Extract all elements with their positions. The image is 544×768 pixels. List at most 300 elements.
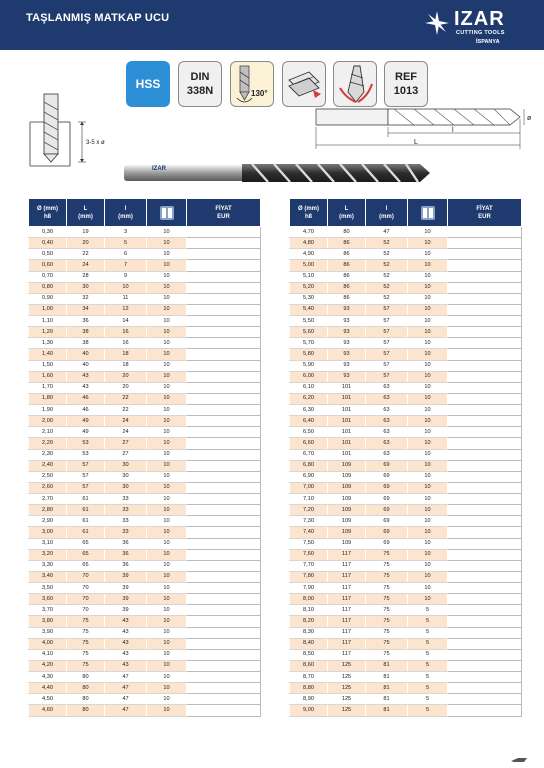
cell-total-length: 65 (67, 560, 105, 571)
cell-price (187, 382, 261, 393)
cell-flute-length: 75 (366, 638, 408, 649)
cell-total-length: 49 (67, 427, 105, 438)
cell-price (187, 683, 261, 694)
table-row (290, 471, 522, 482)
cell-flute-length: 69 (366, 538, 408, 549)
hss-label: HSS (135, 77, 161, 91)
cell-total-length: 46 (67, 393, 105, 404)
din-line1: DIN (190, 71, 210, 83)
cell-diameter: 7,10 (290, 494, 328, 505)
cell-diameter: 7,50 (290, 538, 328, 549)
cell-flute-length: 63 (366, 382, 408, 393)
cell-price (187, 282, 261, 293)
table-row (29, 438, 261, 449)
cell-pack-quantity: 10 (408, 449, 448, 460)
cell-flute-length: 39 (105, 594, 147, 605)
cell-total-length: 20 (67, 238, 105, 249)
cell-total-length: 86 (328, 271, 366, 282)
cell-total-length: 117 (328, 583, 366, 594)
cell-diameter: 8,40 (290, 638, 328, 649)
cell-flute-length: 43 (105, 616, 147, 627)
table-row (29, 672, 261, 683)
cell-price (448, 549, 522, 560)
cell-pack-quantity: 10 (147, 293, 187, 304)
cell-flute-length: 52 (366, 271, 408, 282)
cell-price (187, 416, 261, 427)
cell-price (448, 494, 522, 505)
cell-total-length: 117 (328, 649, 366, 660)
cell-flute-length: 75 (366, 560, 408, 571)
cell-total-length: 86 (328, 293, 366, 304)
cell-pack-quantity: 10 (408, 260, 448, 271)
cell-price (448, 427, 522, 438)
cell-diameter: 4,80 (290, 238, 328, 249)
cell-flute-length: 3 (105, 227, 147, 238)
drill-flute-icon (334, 62, 378, 108)
cell-diameter: 8,50 (290, 649, 328, 660)
cell-flute-length: 12 (105, 304, 147, 315)
cell-total-length: 80 (67, 694, 105, 705)
cell-total-length: 117 (328, 616, 366, 627)
cell-total-length: 117 (328, 605, 366, 616)
cell-total-length: 57 (67, 471, 105, 482)
table-row (290, 505, 522, 516)
header-flute-length: l (mm) (105, 199, 147, 227)
table-row (290, 293, 522, 304)
cell-diameter: 3,30 (29, 560, 67, 571)
cell-diameter: 1,30 (29, 338, 67, 349)
table-row (290, 405, 522, 416)
cell-pack-quantity: 10 (147, 316, 187, 327)
cell-diameter: 0,60 (29, 260, 67, 271)
cell-total-length: 53 (67, 449, 105, 460)
cell-pack-quantity: 10 (408, 505, 448, 516)
cell-total-length: 38 (67, 327, 105, 338)
cell-total-length: 101 (328, 438, 366, 449)
cell-price (187, 560, 261, 571)
cell-pack-quantity: 10 (408, 393, 448, 404)
table-row (29, 605, 261, 616)
cell-pack-quantity: 10 (147, 660, 187, 671)
cell-pack-quantity: 10 (408, 293, 448, 304)
cell-total-length: 75 (67, 649, 105, 660)
cell-total-length: 80 (67, 683, 105, 694)
page-title: TAŞLANMIŞ MATKAP UCU (26, 12, 170, 24)
cell-flute-length: 63 (366, 393, 408, 404)
cell-price (187, 482, 261, 493)
cell-pack-quantity: 10 (147, 249, 187, 260)
cell-total-length: 75 (67, 660, 105, 671)
drill-point-icon (231, 62, 275, 108)
cell-flute-length: 16 (105, 338, 147, 349)
cell-flute-length: 69 (366, 516, 408, 527)
cell-total-length: 117 (328, 560, 366, 571)
cell-pack-quantity: 10 (147, 260, 187, 271)
cell-diameter: 4,20 (29, 660, 67, 671)
cell-price (187, 649, 261, 660)
cell-pack-quantity: 10 (147, 672, 187, 683)
cell-price (187, 471, 261, 482)
cell-price (187, 660, 261, 671)
cell-pack-quantity: 10 (408, 227, 448, 238)
cell-price (448, 271, 522, 282)
cell-flute-length: 75 (366, 583, 408, 594)
cell-price (448, 482, 522, 493)
cell-flute-length: 47 (105, 694, 147, 705)
cell-price (448, 227, 522, 238)
cell-diameter: 6,90 (290, 471, 328, 482)
cell-flute-length: 33 (105, 505, 147, 516)
cell-price (187, 316, 261, 327)
table-row (29, 382, 261, 393)
cell-flute-length: 5 (105, 238, 147, 249)
cell-pack-quantity: 10 (147, 538, 187, 549)
cell-total-length: 86 (328, 260, 366, 271)
cell-total-length: 86 (328, 249, 366, 260)
cell-pack-quantity: 10 (408, 494, 448, 505)
cell-diameter: 8,10 (290, 605, 328, 616)
cell-price (448, 594, 522, 605)
cell-total-length: 80 (67, 672, 105, 683)
cell-diameter: 1,60 (29, 371, 67, 382)
cell-total-length: 22 (67, 249, 105, 260)
table-row (29, 638, 261, 649)
cell-flute-length: 52 (366, 282, 408, 293)
table-row (290, 538, 522, 549)
cell-price (448, 449, 522, 460)
cell-flute-length: 63 (366, 438, 408, 449)
cell-price (448, 416, 522, 427)
cell-flute-length: 36 (105, 538, 147, 549)
table-row (29, 460, 261, 471)
cell-diameter: 3,70 (29, 605, 67, 616)
cell-diameter: 6,20 (290, 393, 328, 404)
cell-total-length: 86 (328, 238, 366, 249)
cell-pack-quantity: 10 (408, 249, 448, 260)
cell-total-length: 61 (67, 505, 105, 516)
cell-diameter: 4,40 (29, 683, 67, 694)
diameter-label: ø (527, 115, 532, 122)
table-row (290, 371, 522, 382)
cell-flute-length: 39 (105, 605, 147, 616)
cell-flute-length: 69 (366, 505, 408, 516)
cell-pack-quantity: 10 (408, 471, 448, 482)
cell-price (448, 260, 522, 271)
table-row (29, 338, 261, 349)
cell-flute-length: 36 (105, 549, 147, 560)
flute-length-label: l (452, 127, 454, 134)
table-header-row (290, 199, 522, 227)
cell-price (448, 438, 522, 449)
cell-total-length: 117 (328, 627, 366, 638)
cell-total-length: 70 (67, 605, 105, 616)
cell-pack-quantity: 10 (147, 560, 187, 571)
table-row (290, 304, 522, 315)
table-row (290, 672, 522, 683)
cell-pack-quantity: 10 (147, 427, 187, 438)
cell-flute-length: 24 (105, 427, 147, 438)
cell-diameter: 3,90 (29, 627, 67, 638)
cell-price (187, 627, 261, 638)
cell-price (187, 516, 261, 527)
cell-total-length: 38 (67, 338, 105, 349)
table-row (290, 560, 522, 571)
cell-price (448, 460, 522, 471)
cell-pack-quantity: 10 (147, 705, 187, 716)
cell-diameter: 5,30 (290, 293, 328, 304)
cell-diameter: 3,80 (29, 616, 67, 627)
table-row (290, 427, 522, 438)
cell-price (187, 460, 261, 471)
cell-pack-quantity: 10 (147, 627, 187, 638)
table-row (29, 616, 261, 627)
cell-price (187, 505, 261, 516)
cell-pack-quantity: 10 (147, 349, 187, 360)
page-header (0, 0, 544, 50)
cell-total-length: 65 (67, 549, 105, 560)
cell-total-length: 93 (328, 371, 366, 382)
cell-flute-length: 52 (366, 293, 408, 304)
cell-total-length: 101 (328, 393, 366, 404)
cell-total-length: 19 (67, 227, 105, 238)
cell-pack-quantity: 10 (408, 527, 448, 538)
flute-type-badge (333, 61, 377, 107)
cell-pack-quantity: 5 (408, 616, 448, 627)
cell-flute-length: 30 (105, 482, 147, 493)
cell-diameter: 6,00 (290, 371, 328, 382)
cell-price (187, 349, 261, 360)
cell-pack-quantity: 10 (147, 683, 187, 694)
cell-pack-quantity: 10 (147, 471, 187, 482)
cell-price (448, 638, 522, 649)
cell-pack-quantity: 10 (408, 583, 448, 594)
cell-diameter: 0,30 (29, 227, 67, 238)
point-angle-badge (230, 61, 274, 107)
table-row (29, 227, 261, 238)
cell-pack-quantity: 10 (408, 316, 448, 327)
cell-pack-quantity: 10 (408, 238, 448, 249)
cell-diameter: 1,00 (29, 304, 67, 315)
cell-pack-quantity: 10 (408, 571, 448, 582)
table-row (290, 649, 522, 660)
cell-flute-length: 57 (366, 327, 408, 338)
cell-diameter: 5,70 (290, 338, 328, 349)
cell-pack-quantity: 5 (408, 649, 448, 660)
cell-pack-quantity: 10 (408, 460, 448, 471)
table-row (29, 560, 261, 571)
cell-diameter: 8,30 (290, 627, 328, 638)
cell-pack-quantity: 10 (408, 371, 448, 382)
cell-diameter: 0,90 (29, 293, 67, 304)
cell-diameter: 5,50 (290, 316, 328, 327)
cell-diameter: 4,70 (290, 227, 328, 238)
cell-diameter: 7,70 (290, 560, 328, 571)
cell-price (187, 271, 261, 282)
header-price: FİYAT EUR (187, 199, 261, 227)
cell-price (448, 360, 522, 371)
cell-flute-length: 33 (105, 516, 147, 527)
cell-flute-length: 75 (366, 594, 408, 605)
cell-flute-length: 57 (366, 371, 408, 382)
cell-flute-length: 75 (366, 627, 408, 638)
cell-diameter: 3,20 (29, 549, 67, 560)
cell-pack-quantity: 10 (147, 594, 187, 605)
cell-pack-quantity: 10 (408, 338, 448, 349)
cell-flute-length: 39 (105, 583, 147, 594)
pack-quantity-icon (157, 203, 177, 223)
cell-total-length: 93 (328, 316, 366, 327)
cell-diameter: 2,70 (29, 494, 67, 505)
cell-price (448, 583, 522, 594)
cell-price (448, 327, 522, 338)
cell-diameter: 8,70 (290, 672, 328, 683)
cell-total-length: 101 (328, 427, 366, 438)
cell-total-length: 61 (67, 494, 105, 505)
cell-pack-quantity: 5 (408, 638, 448, 649)
cell-flute-length: 47 (105, 672, 147, 683)
cell-price (187, 260, 261, 271)
cell-flute-length: 33 (105, 527, 147, 538)
cell-total-length: 86 (328, 282, 366, 293)
cell-diameter: 7,90 (290, 583, 328, 594)
cell-diameter: 6,50 (290, 427, 328, 438)
table-row (29, 505, 261, 516)
cell-diameter: 3,50 (29, 583, 67, 594)
cell-price (187, 304, 261, 315)
cell-pack-quantity: 10 (147, 304, 187, 315)
cell-diameter: 8,90 (290, 694, 328, 705)
cell-price (448, 672, 522, 683)
cell-flute-length: 81 (366, 694, 408, 705)
cell-diameter: 5,00 (290, 260, 328, 271)
cell-pack-quantity: 10 (147, 271, 187, 282)
table-row (290, 705, 522, 716)
cell-price (448, 293, 522, 304)
cell-total-length: 93 (328, 327, 366, 338)
cell-diameter: 1,40 (29, 349, 67, 360)
table-row (290, 616, 522, 627)
table-row (29, 304, 261, 315)
cell-pack-quantity: 10 (408, 304, 448, 315)
size-table-left (28, 198, 261, 717)
cell-price (448, 527, 522, 538)
table-row (290, 338, 522, 349)
cell-flute-length: 81 (366, 672, 408, 683)
cell-flute-length: 81 (366, 705, 408, 716)
cell-total-length: 117 (328, 594, 366, 605)
cell-pack-quantity: 5 (408, 694, 448, 705)
cell-price (187, 405, 261, 416)
cell-pack-quantity: 5 (408, 683, 448, 694)
table-row (29, 527, 261, 538)
cell-pack-quantity: 10 (147, 527, 187, 538)
table-row (290, 249, 522, 260)
cell-total-length: 117 (328, 571, 366, 582)
cell-diameter: 1,10 (29, 316, 67, 327)
cell-pack-quantity: 10 (408, 427, 448, 438)
drill-engraving: IZAR (152, 166, 166, 172)
cell-pack-quantity: 10 (147, 393, 187, 404)
cell-pack-quantity: 10 (408, 349, 448, 360)
cell-price (448, 505, 522, 516)
cell-total-length: 101 (328, 405, 366, 416)
table-row (290, 227, 522, 238)
cell-flute-length: 75 (366, 571, 408, 582)
cell-diameter: 6,10 (290, 382, 328, 393)
cell-diameter: 7,60 (290, 549, 328, 560)
cell-flute-length: 20 (105, 382, 147, 393)
cell-total-length: 125 (328, 683, 366, 694)
cell-price (187, 549, 261, 560)
header-pack-quantity (408, 199, 448, 227)
cell-flute-length: 10 (105, 282, 147, 293)
cell-pack-quantity: 10 (147, 694, 187, 705)
cell-flute-length: 57 (366, 304, 408, 315)
cell-flute-length: 22 (105, 393, 147, 404)
cell-flute-length: 11 (105, 293, 147, 304)
cell-pack-quantity: 10 (408, 482, 448, 493)
cell-pack-quantity: 10 (147, 583, 187, 594)
cell-total-length: 125 (328, 660, 366, 671)
table-row (290, 571, 522, 582)
cell-price (187, 694, 261, 705)
table-row (29, 583, 261, 594)
cell-price (187, 393, 261, 404)
cell-flute-length: 6 (105, 249, 147, 260)
cell-diameter: 3,00 (29, 527, 67, 538)
cell-total-length: 101 (328, 449, 366, 460)
cell-price (448, 705, 522, 716)
table-row (290, 238, 522, 249)
cell-diameter: 4,60 (29, 705, 67, 716)
cell-diameter: 3,40 (29, 571, 67, 582)
cell-total-length: 24 (67, 260, 105, 271)
total-length-label: L (414, 139, 418, 146)
table-row (290, 594, 522, 605)
cell-diameter: 8,00 (290, 594, 328, 605)
table-row (290, 360, 522, 371)
cell-pack-quantity: 10 (408, 416, 448, 427)
cell-diameter: 5,10 (290, 271, 328, 282)
brand-subtitle: CUTTING TOOLS (456, 30, 505, 36)
cell-diameter: 2,40 (29, 460, 67, 471)
table-row (29, 516, 261, 527)
table-row (290, 316, 522, 327)
table-row (290, 605, 522, 616)
cell-total-length: 93 (328, 360, 366, 371)
cell-total-length: 28 (67, 271, 105, 282)
hss-badge (126, 61, 170, 107)
cell-total-length: 34 (67, 304, 105, 315)
cell-diameter: 7,80 (290, 571, 328, 582)
cell-price (448, 238, 522, 249)
cell-diameter: 2,80 (29, 505, 67, 516)
cell-pack-quantity: 10 (147, 338, 187, 349)
cell-diameter: 1,80 (29, 393, 67, 404)
cell-total-length: 40 (67, 349, 105, 360)
cell-pack-quantity: 10 (408, 382, 448, 393)
cell-total-length: 109 (328, 494, 366, 505)
cell-flute-length: 63 (366, 449, 408, 460)
cell-total-length: 75 (67, 616, 105, 627)
cell-price (187, 705, 261, 716)
cell-price (448, 471, 522, 482)
cell-pack-quantity: 10 (147, 638, 187, 649)
cell-pack-quantity: 10 (147, 616, 187, 627)
cell-total-length: 93 (328, 349, 366, 360)
cell-total-length: 70 (67, 571, 105, 582)
cell-flute-length: 57 (366, 349, 408, 360)
